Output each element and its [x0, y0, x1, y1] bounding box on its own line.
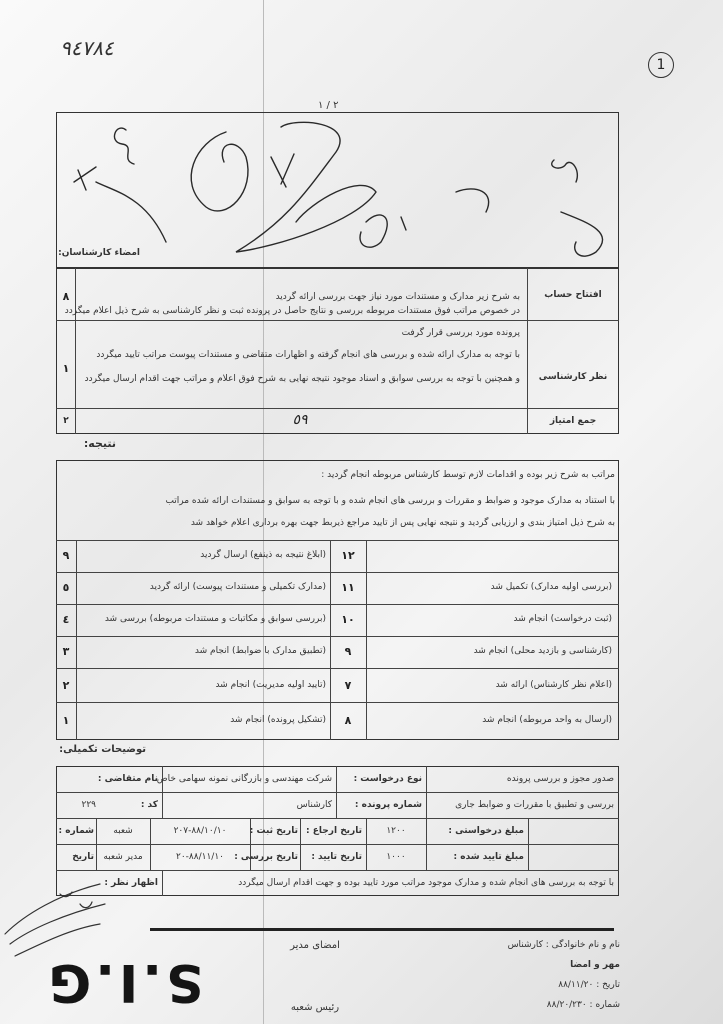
grid-row-1-left-num: ٩	[62, 549, 70, 562]
opinion-value: با توجه به بررسی های انجام شده و مدارک موجود مراتب مورد تایید بوده و جهت اقدام ارسال میگردد	[238, 878, 614, 888]
section-3-title: توضیحات تکمیلی:	[59, 744, 146, 755]
footer-right-4: شماره : ٨٨/٢٠/٢٣٠	[546, 1000, 620, 1010]
grid-row-2-right-num: ١١	[341, 581, 355, 594]
grid-row-5-right-num: ٧	[344, 679, 352, 692]
summary-value: ٥٩	[292, 412, 308, 428]
request-type-label: نوع درخواست :	[353, 774, 422, 784]
grid-row-4-left-num: ٣	[62, 645, 70, 658]
review-row-1-line-2: در خصوص مراتب فوق مستندات مربوطه بررسی و نتایج حاصل در پرونده ثبت و نظر کارشناسی به شرح ذیل اعلام میگردد	[64, 306, 520, 316]
amount-requested-label: مبلغ درخواستی :	[448, 826, 524, 836]
signatures	[56, 112, 619, 268]
expert-value: کارشناس	[296, 800, 332, 810]
applicant-label: نام متقاضی :	[97, 774, 158, 784]
date-label: تاریخ	[72, 852, 94, 862]
review-row-1-line-1: به شرح زیر مدارک و مستندات مورد نیاز جهت بررسی ارائه گردید	[275, 292, 520, 302]
top-mark: ٢ / ١	[318, 100, 339, 111]
grid-row-3-right-num: ١٠	[341, 613, 355, 626]
review-row-2-line-2: با توجه به مدارک ارائه شده و بررسی های انجام گرفته و اظهارات متقاضی و مستندات پیوست مراتب تایید میگردد	[96, 350, 520, 360]
review-row-2-label: نظر کارشناسی	[538, 372, 608, 382]
footer-right-3: تاریخ : ٨٨/١١/٢٠	[558, 980, 620, 990]
grid-row-5-right-text: (اعلام نظر کارشناس) ارائه شد	[495, 680, 612, 690]
grid-row-5-left-num: ٢	[62, 679, 70, 692]
footer-right-1: نام و نام خانوادگی : کارشناس	[507, 940, 620, 950]
review-row-1-label: افتتاح حساب	[544, 290, 602, 300]
grid-row-3-left-num: ٤	[62, 613, 70, 626]
branch-value: شعبه	[113, 826, 133, 836]
grid-row-3-right-text: (ثبت درخواست) انجام شد	[513, 614, 612, 624]
review-row-1-num: ٨	[62, 290, 70, 303]
footer-center-bottom: رئیس شعبه	[290, 1002, 340, 1013]
grid-row-6-right-text: (ارسال به واحد مربوطه) انجام شد	[482, 715, 612, 725]
document-code: ٩٤٧٨٤	[60, 36, 114, 60]
file-number-desc: بررسی و تطبیق با مقررات و ضوابط جاری	[455, 800, 614, 810]
grid-row-1-right-num: ١٢	[341, 549, 355, 562]
stamp-scribble	[0, 874, 110, 964]
grid-row-6-right-num: ٨	[344, 714, 352, 727]
file-number-label: شماره پرونده :	[354, 800, 422, 810]
amount-approved-value: ١٠٠٠	[386, 852, 406, 862]
section-2-intro-2: با استناد به مدارک موجود و ضوابط و مقررات و بررسی های انجام شده و با توجه به سوابق و مستندات ارائه شده مراتب	[165, 496, 615, 506]
grid-row-4-left-text: (تطبیق مدارک با ضوابط) انجام شد	[194, 646, 326, 656]
section-2-title: نتیجه:	[83, 437, 116, 450]
referral-date-label: تاریخ ارجاع :	[306, 826, 362, 836]
review-date-label: تاریخ بررسی :	[234, 852, 298, 862]
footer-right-2: مهر و امضا	[570, 960, 620, 970]
registration-date-value: ٨٨/١٠/١٠-٢٠٧	[173, 826, 227, 836]
page-number: 1	[656, 57, 666, 73]
applicant-name: صدور مجوز و بررسی پرونده	[506, 774, 614, 784]
amount-approved-label: مبلغ تایید شده :	[453, 852, 524, 862]
grid-row-3-left-text: (بررسی سوابق و مکاتبات و مستندات مربوطه) بررسی شد	[104, 614, 326, 624]
page-number-circle	[648, 52, 674, 78]
amount-requested-value: ١٢٠٠	[386, 826, 406, 836]
footer-rule	[150, 928, 614, 931]
registration-date-label: تاریخ ثبت :	[249, 826, 298, 836]
code-label: کد :	[140, 800, 158, 810]
grid-row-2-right-text: (بررسی اولیه مدارک) تکمیل شد	[490, 582, 612, 592]
summary-label: جمع امتیاز	[549, 416, 597, 426]
code-value: ٢٢٩	[81, 800, 96, 810]
section-2-intro-1: مراتب به شرح زیر بوده و اقدامات لازم توسط کارشناس مربوطه انجام گردید :	[321, 470, 615, 480]
grid-row-4-right-num: ٩	[344, 645, 352, 658]
request-type-value: شرکت مهندسی و بازرگانی نمونه سهامی خاص	[156, 774, 332, 784]
grid-row-6-left-text: (تشکیل پرونده) انجام شد	[230, 715, 326, 725]
grid-row-5-left-text: (تایید اولیه مدیریت) انجام شد	[215, 680, 326, 690]
section-2-intro-3: به شرح ذیل امتیاز بندی و ارزیابی گردید و نتیجه نهایی پس از تایید مراجع ذیربط جهت بهره برداری اعلام خواهد شد	[190, 518, 615, 528]
review-row-2-num: ١	[62, 362, 70, 375]
grid-row-2-left-num: ٥	[62, 581, 70, 594]
grid-row-6-left-num: ١	[62, 714, 70, 727]
review-row-2-line-3: و همچنین با توجه به بررسی سوابق و اسناد موجود نتیجه نهایی به شرح فوق اعلام و مراتب جهت اقدام ارسال میگردد	[84, 374, 520, 384]
grid-row-2-left-text: (مدارک تکمیلی و مستندات پیوست) ارائه گردید	[149, 582, 326, 592]
signature-caption: امضاء کارشناسان:	[58, 248, 140, 258]
review-row-2-line-1: پرونده مورد بررسی قرار گرفت	[401, 328, 520, 338]
company-logo: S.I.G	[44, 952, 204, 1012]
opinion-label: اظهار نظر :	[104, 878, 158, 888]
branch-manager-value: مدیر شعبه	[103, 852, 143, 862]
approval-date-label: تاریخ تایید :	[311, 852, 362, 862]
review-date-value: ٨٨/١١/١٠-٢٠	[176, 852, 224, 862]
summary-num: ٢	[63, 416, 69, 426]
number-label: شماره :	[58, 826, 94, 836]
grid-row-4-right-text: (کارشناسی و بازدید محلی) انجام شد	[473, 646, 612, 656]
footer-center-top: امضای مدیر	[290, 940, 340, 951]
grid-row-1-left-text: (ابلاغ نتیجه به ذینفع) ارسال گردید	[200, 550, 326, 560]
